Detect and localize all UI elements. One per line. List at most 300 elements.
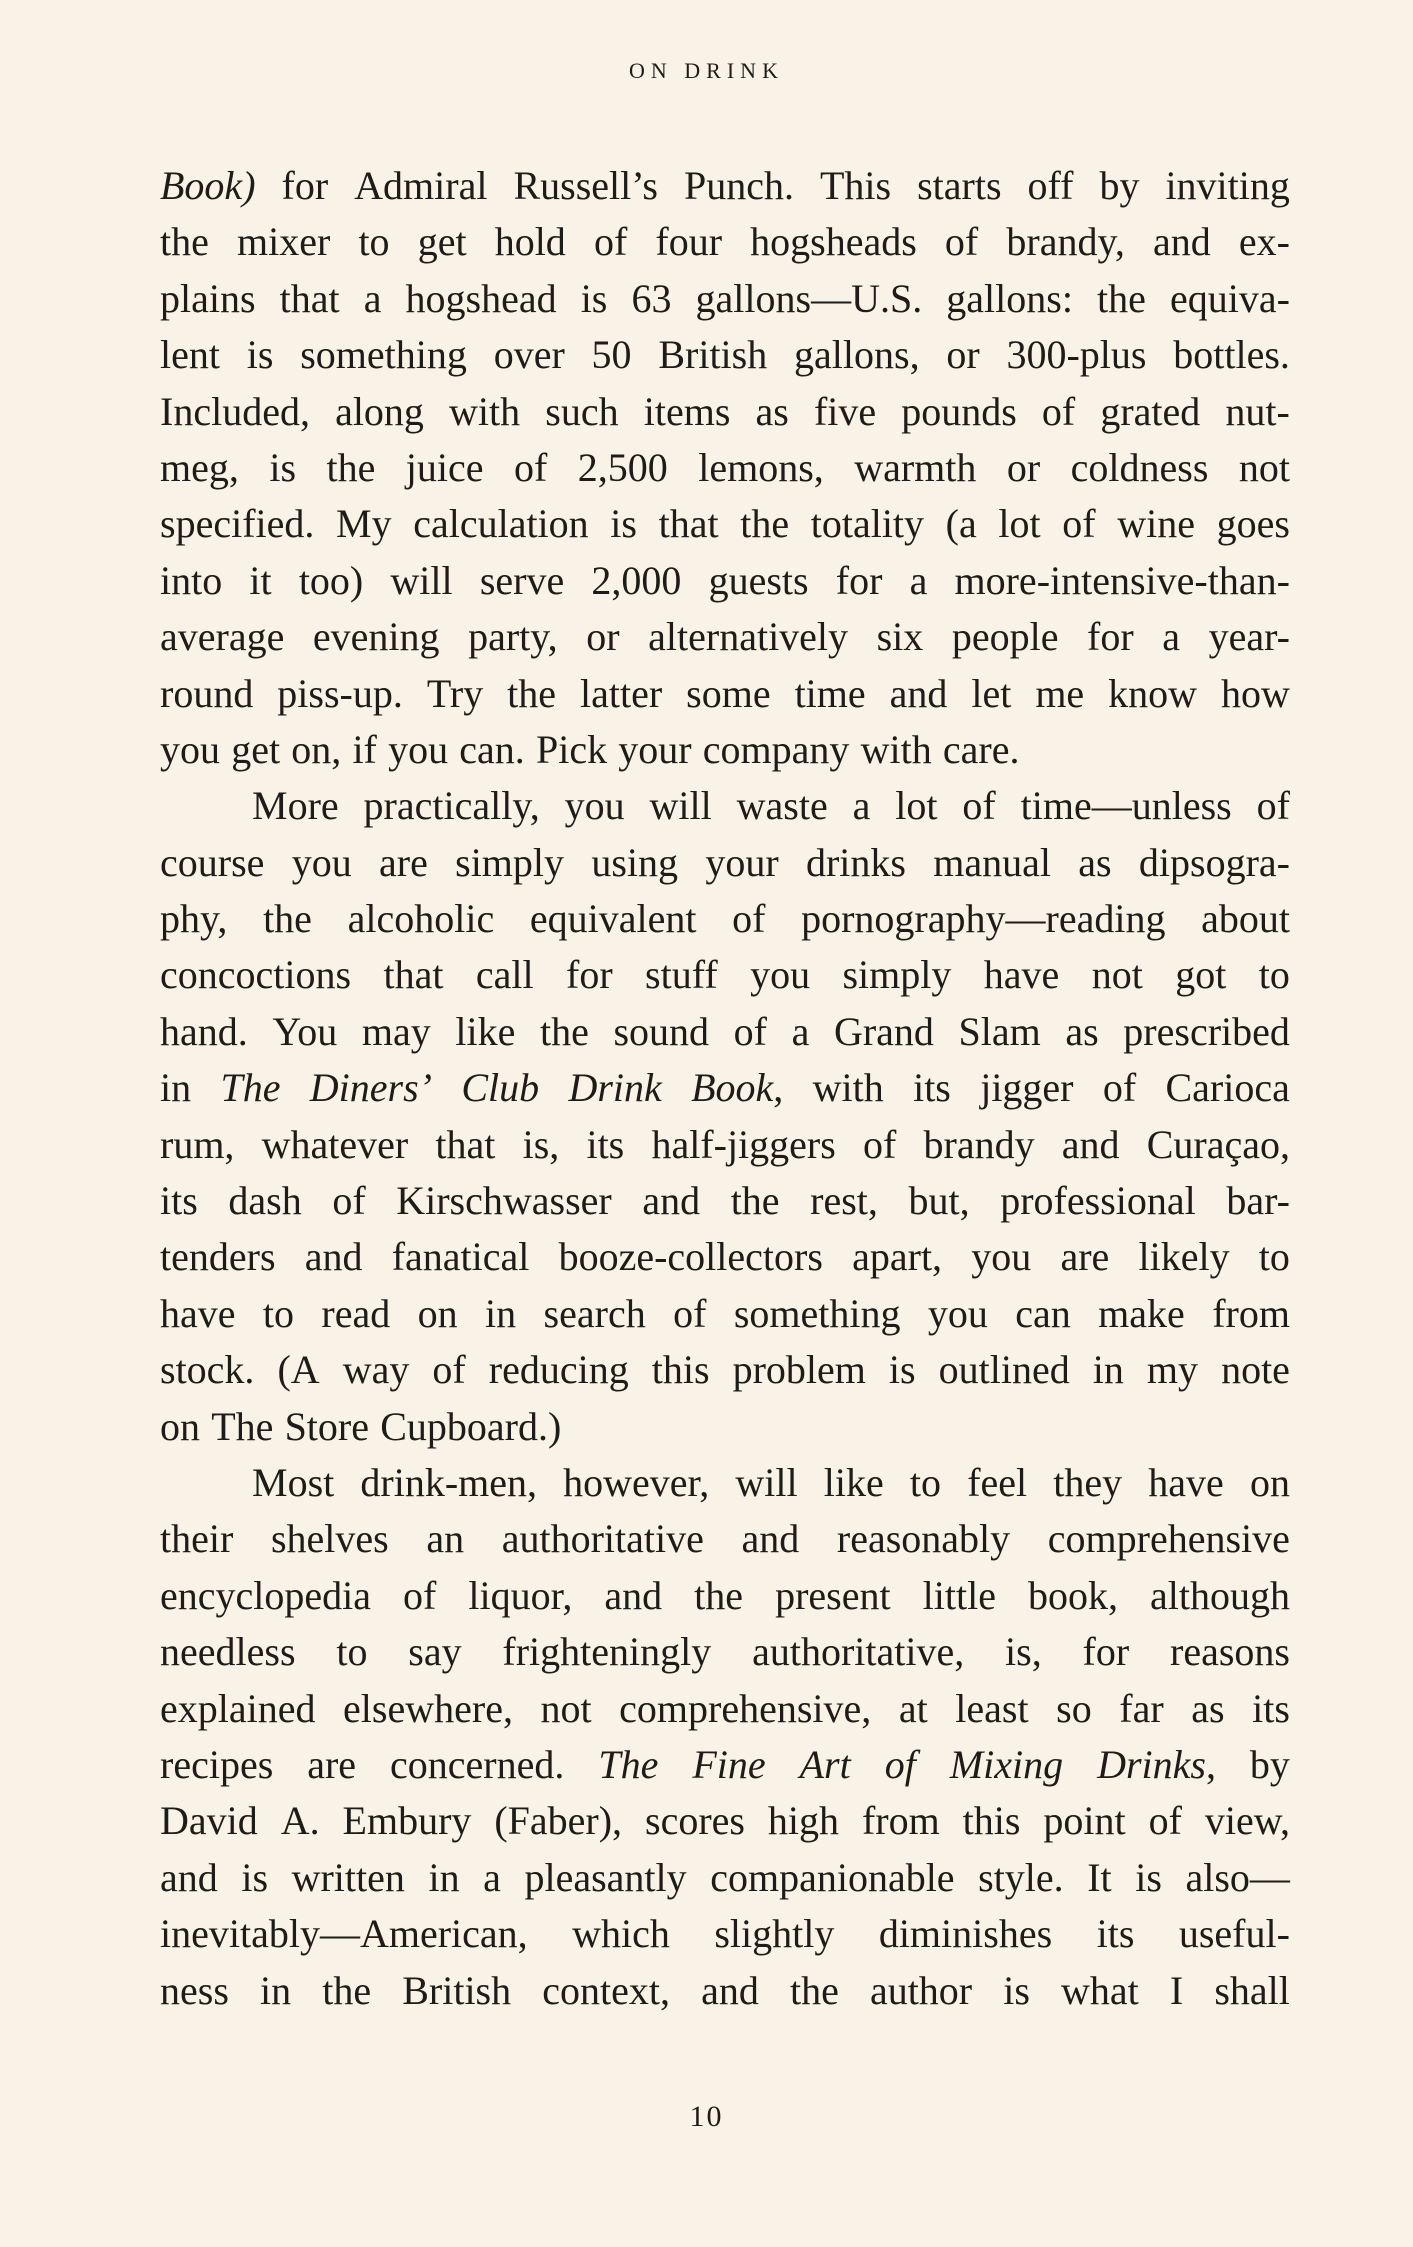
- word: in: [428, 1854, 460, 1900]
- word: that: [279, 275, 340, 321]
- word: its: [913, 1065, 951, 1111]
- word: of: [1041, 388, 1076, 434]
- text-line: [160, 1850, 1290, 1906]
- word: its: [1252, 1685, 1290, 1731]
- word: lemons,: [698, 444, 824, 490]
- word: read: [321, 1290, 391, 1336]
- word: meg,: [160, 444, 239, 490]
- word: Curaçao,: [1146, 1121, 1290, 1167]
- word: (A: [277, 1347, 320, 1393]
- word: of: [332, 1178, 366, 1224]
- word: search: [543, 1290, 646, 1336]
- word: latter: [580, 670, 663, 716]
- word: say: [408, 1629, 462, 1675]
- text-line: [160, 158, 1290, 214]
- word: likely: [1138, 1234, 1230, 1280]
- word: Drink: [568, 1065, 662, 1111]
- word: shelves: [270, 1516, 389, 1562]
- word: piss-up.: [277, 670, 403, 716]
- word: this: [651, 1347, 710, 1393]
- word: are: [307, 1741, 357, 1787]
- word: on: [160, 1403, 200, 1449]
- word: drink-men,: [360, 1459, 538, 1505]
- word: grated: [1100, 388, 1201, 434]
- word: a: [909, 557, 928, 603]
- word: on: [1249, 1459, 1290, 1505]
- text-line: [160, 1963, 1290, 2019]
- word: some: [686, 670, 771, 716]
- word: but,: [908, 1178, 970, 1224]
- word: with: [860, 726, 932, 772]
- word: a: [852, 783, 871, 829]
- word: of: [432, 1347, 466, 1393]
- word: book,: [1027, 1572, 1118, 1618]
- word: on: [417, 1290, 458, 1336]
- word: context,: [542, 1967, 670, 2013]
- word: items: [643, 388, 731, 434]
- text-line: [160, 835, 1290, 891]
- word: can.: [459, 726, 525, 772]
- word: more-intensive-than-: [954, 557, 1290, 603]
- word: the: [789, 1967, 839, 2013]
- word: four: [655, 219, 723, 265]
- word: you: [927, 1290, 988, 1336]
- word: is: [241, 1854, 269, 1900]
- word: the: [730, 1178, 780, 1224]
- word: practically,: [363, 783, 540, 829]
- word: is: [610, 501, 637, 547]
- word: people: [951, 614, 1059, 660]
- word: have: [983, 952, 1060, 998]
- word: the: [539, 1008, 589, 1054]
- word: stock.: [160, 1347, 255, 1393]
- word: and: [1152, 219, 1211, 265]
- word: authoritative,: [752, 1629, 965, 1675]
- word: needless: [160, 1629, 296, 1675]
- word: year-: [1208, 614, 1290, 660]
- word: Book,: [691, 1065, 784, 1111]
- word: serve: [479, 557, 565, 603]
- word: rest,: [810, 1178, 878, 1224]
- word: Cupboard.): [380, 1403, 562, 1449]
- word: least: [955, 1685, 1029, 1731]
- word: as: [1191, 1685, 1225, 1731]
- text-line: [160, 1342, 1290, 1398]
- word: way: [342, 1347, 410, 1393]
- word: Diners’: [309, 1065, 432, 1111]
- word: wine: [1117, 501, 1195, 547]
- word: brandy,: [1006, 219, 1125, 265]
- word: are: [379, 839, 428, 885]
- word: can: [1015, 1290, 1071, 1336]
- word: is,: [1005, 1629, 1042, 1675]
- word: that: [658, 501, 719, 547]
- word: that: [383, 952, 444, 998]
- word: explained: [160, 1685, 316, 1731]
- word: whatever: [261, 1121, 409, 1167]
- word: in: [485, 1290, 517, 1336]
- word: or: [1006, 444, 1041, 490]
- word: with: [812, 1065, 884, 1111]
- word: into: [160, 557, 223, 603]
- text-line: [160, 1737, 1290, 1793]
- word: Club: [461, 1065, 540, 1111]
- word: of: [1102, 1065, 1137, 1111]
- word: time—unless: [1020, 783, 1232, 829]
- word: to: [358, 219, 390, 265]
- word: make: [1098, 1290, 1185, 1336]
- word: warmth: [854, 444, 977, 490]
- text-line: [160, 947, 1290, 1003]
- word: for: [1087, 614, 1134, 660]
- word: authoritative: [501, 1516, 704, 1562]
- word: outlined: [938, 1347, 1070, 1393]
- word: 2,500: [577, 444, 668, 490]
- word: your: [618, 726, 692, 772]
- word: equiva-: [1170, 275, 1290, 321]
- word: is: [888, 1347, 916, 1393]
- word: in: [260, 1967, 292, 2013]
- word: Grand: [833, 1008, 934, 1054]
- word: along: [335, 388, 424, 434]
- word: and: [741, 1516, 800, 1562]
- word: comprehensive,: [619, 1685, 872, 1731]
- word: view,: [1204, 1798, 1290, 1844]
- word: fanatical: [391, 1234, 530, 1280]
- word: the: [263, 896, 312, 942]
- word: shall: [1214, 1967, 1290, 2013]
- word: and: [604, 1572, 663, 1618]
- word: like: [823, 1459, 884, 1505]
- word: Book): [160, 163, 256, 208]
- word: for: [281, 163, 329, 208]
- word: waste: [736, 783, 828, 829]
- word: Fine: [692, 1741, 766, 1787]
- word: slightly: [714, 1911, 835, 1957]
- word: like: [455, 1008, 516, 1054]
- word: a: [483, 1854, 501, 1900]
- word: or: [586, 614, 620, 660]
- text-line: [160, 1511, 1290, 1567]
- word: for: [1082, 1629, 1130, 1675]
- word: may: [361, 1008, 431, 1054]
- word: how: [1221, 670, 1290, 716]
- word: it: [249, 557, 272, 603]
- word: of: [673, 1290, 707, 1336]
- word: the: [694, 1572, 744, 1618]
- word: little: [922, 1572, 996, 1618]
- word: know: [1108, 670, 1198, 716]
- word: elsewhere,: [343, 1685, 513, 1731]
- word: will: [390, 557, 453, 603]
- word: of: [1062, 501, 1096, 547]
- text-line: [160, 1455, 1290, 1511]
- text-line: [160, 666, 1290, 722]
- word: concoctions: [160, 952, 352, 998]
- word: note: [1221, 1347, 1290, 1393]
- word: for: [566, 952, 613, 998]
- word: lot: [895, 783, 938, 829]
- word: is: [269, 444, 297, 490]
- word: alternatively: [648, 614, 849, 660]
- word: course: [160, 839, 265, 885]
- word: manual: [933, 839, 1051, 885]
- word: using: [591, 839, 679, 885]
- word: let: [971, 670, 1012, 716]
- word: you: [971, 1234, 1032, 1280]
- word: pleasantly: [524, 1854, 687, 1900]
- word: ness: [160, 1967, 229, 2013]
- word: specified.: [160, 501, 315, 547]
- word: inevitably—American,: [160, 1911, 528, 1957]
- word: of: [1256, 783, 1290, 829]
- word: 50: [591, 332, 632, 378]
- word: I: [1169, 1967, 1184, 2013]
- word: from: [1212, 1290, 1290, 1336]
- word: Punch.: [683, 163, 794, 208]
- word: get: [417, 219, 467, 265]
- word: high: [767, 1798, 840, 1844]
- word: nut-: [1225, 388, 1290, 434]
- word: Carioca: [1165, 1065, 1290, 1111]
- word: you: [388, 726, 449, 772]
- word: me: [1035, 670, 1085, 716]
- word: an: [426, 1516, 465, 1562]
- text-line: [160, 1624, 1290, 1680]
- word: reasonably: [836, 1516, 1011, 1562]
- word: (a: [945, 501, 977, 547]
- word: with: [449, 388, 521, 434]
- word: as: [1078, 839, 1112, 885]
- text-line: [160, 1906, 1290, 1962]
- word: something: [733, 1290, 901, 1336]
- word: scores: [645, 1798, 745, 1844]
- word: 63: [631, 275, 672, 321]
- word: my: [1146, 1347, 1199, 1393]
- word: The: [211, 1403, 274, 1449]
- text-line: [160, 496, 1290, 552]
- word: their: [160, 1516, 234, 1562]
- word: Pick: [535, 726, 608, 772]
- word: You: [272, 1008, 338, 1054]
- word: of: [944, 219, 979, 265]
- word: author: [869, 1967, 973, 2013]
- word: bottles.: [1173, 332, 1290, 378]
- word: goes: [1216, 501, 1290, 547]
- word: guests: [708, 557, 809, 603]
- word: point: [1043, 1798, 1126, 1844]
- word: and: [889, 670, 948, 716]
- word: calculation: [413, 501, 589, 547]
- word: the: [160, 219, 209, 265]
- word: off: [1027, 163, 1074, 208]
- word: ex-: [1238, 219, 1290, 265]
- word: hold: [494, 219, 566, 265]
- word: six: [876, 614, 924, 660]
- word: Included,: [160, 388, 310, 434]
- word: Kirschwasser: [396, 1178, 612, 1224]
- text-line: [160, 891, 1290, 947]
- word: Mixing: [949, 1741, 1064, 1787]
- word: frighteningly: [502, 1629, 712, 1675]
- word: five: [813, 388, 877, 434]
- word: and: [160, 1854, 218, 1900]
- word: the: [507, 670, 557, 716]
- word: companionable: [710, 1854, 955, 1900]
- word: get: [231, 726, 281, 772]
- word: what: [1061, 1967, 1139, 2013]
- word: liquor,: [468, 1572, 573, 1618]
- text-line: [160, 722, 1290, 778]
- word: of: [884, 1741, 916, 1787]
- text-line: [160, 778, 1290, 834]
- word: you: [750, 952, 811, 998]
- text-line: [160, 384, 1290, 440]
- text-line: [160, 327, 1290, 383]
- word: simply: [842, 952, 952, 998]
- word: gallons—U.S.: [695, 275, 923, 321]
- word: call: [475, 952, 534, 998]
- word: half-jiggers: [651, 1121, 836, 1167]
- word: by: [1099, 163, 1140, 208]
- text-line: [160, 1229, 1290, 1285]
- word: of: [593, 219, 628, 265]
- word: will: [735, 1459, 798, 1505]
- text-line: [160, 1793, 1290, 1849]
- word: Store: [284, 1403, 369, 1449]
- word: the: [326, 444, 376, 490]
- word: 2,000: [591, 557, 682, 603]
- word: equivalent: [529, 896, 697, 942]
- word: however,: [563, 1459, 710, 1505]
- word: a: [1162, 614, 1181, 660]
- word: your: [705, 839, 779, 885]
- word: to: [262, 1290, 295, 1336]
- word: The: [598, 1741, 659, 1787]
- word: is,: [522, 1121, 560, 1167]
- word: about: [1201, 896, 1290, 942]
- word: This: [819, 163, 892, 208]
- word: present: [775, 1572, 891, 1618]
- word: and: [1061, 1121, 1120, 1167]
- text-line: [160, 1173, 1290, 1229]
- word: to: [1258, 952, 1290, 998]
- text-line: [160, 1004, 1290, 1060]
- word: Drinks,: [1097, 1741, 1216, 1787]
- word: (Faber),: [494, 1798, 623, 1844]
- word: not: [1238, 444, 1290, 490]
- word: and: [701, 1967, 759, 2013]
- word: 300-plus: [1006, 332, 1147, 378]
- word: More: [252, 783, 339, 829]
- word: its: [1096, 1911, 1135, 1957]
- word: its: [160, 1178, 198, 1224]
- word: this: [962, 1798, 1021, 1844]
- word: prescribed: [1123, 1008, 1290, 1054]
- text-line: [160, 440, 1290, 496]
- word: is: [580, 275, 608, 321]
- word: tenders: [160, 1234, 276, 1280]
- word: simply: [455, 839, 565, 885]
- text-line: [160, 609, 1290, 665]
- word: as: [755, 388, 789, 434]
- word: too): [298, 557, 364, 603]
- word: you: [564, 783, 625, 829]
- word: from: [861, 1798, 940, 1844]
- word: stuff: [645, 952, 718, 998]
- word: jigger: [980, 1065, 1074, 1111]
- word: care.: [942, 726, 1020, 772]
- word: on,: [291, 726, 342, 772]
- word: not: [540, 1685, 592, 1731]
- word: problem: [732, 1347, 866, 1393]
- word: dipsogra-: [1138, 839, 1290, 885]
- word: the: [322, 1967, 372, 2013]
- word: British: [402, 1967, 512, 2013]
- word: such: [545, 388, 619, 434]
- word: of: [732, 896, 766, 942]
- word: David: [160, 1798, 258, 1844]
- word: drinks: [805, 839, 906, 885]
- word: if: [352, 726, 377, 772]
- word: by: [1249, 1741, 1290, 1787]
- word: diminishes: [878, 1911, 1053, 1957]
- word: phy,: [160, 896, 228, 942]
- word: at: [898, 1685, 928, 1731]
- word: is: [246, 332, 274, 378]
- word: is: [1135, 1854, 1162, 1900]
- text-line: [160, 1286, 1290, 1342]
- text-line: [160, 1681, 1290, 1737]
- word: of: [513, 444, 548, 490]
- word: and: [304, 1234, 363, 1280]
- text-line: [160, 1399, 1290, 1455]
- page-number: 10: [689, 2100, 724, 2133]
- word: style.: [978, 1854, 1064, 1900]
- word: My: [336, 501, 392, 547]
- word: over: [493, 332, 565, 378]
- word: alcoholic: [347, 896, 495, 942]
- word: party,: [468, 614, 558, 660]
- text-line: [160, 1568, 1290, 1624]
- word: juice: [405, 444, 484, 490]
- word: in: [160, 1065, 192, 1111]
- text-line: [160, 214, 1290, 270]
- word: of: [962, 783, 996, 829]
- word: comprehensive: [1047, 1516, 1290, 1562]
- word: have: [160, 1290, 236, 1336]
- text-line: [160, 1117, 1290, 1173]
- text-line: [160, 1060, 1290, 1116]
- word: hogsheads: [750, 219, 917, 265]
- word: the: [1097, 275, 1146, 321]
- word: for: [835, 557, 883, 603]
- word: coldness: [1070, 444, 1209, 490]
- word: lot: [998, 501, 1041, 547]
- word: Embury: [342, 1798, 472, 1844]
- word: dash: [228, 1178, 302, 1224]
- word: are: [1060, 1234, 1110, 1280]
- word: or: [946, 332, 980, 378]
- word: lent: [160, 332, 220, 378]
- word: its: [586, 1121, 625, 1167]
- word: pounds: [901, 388, 1017, 434]
- word: although: [1150, 1572, 1290, 1618]
- word: Try: [426, 670, 484, 716]
- word: Art: [799, 1741, 851, 1787]
- word: time: [794, 670, 866, 716]
- word: totality: [810, 501, 925, 547]
